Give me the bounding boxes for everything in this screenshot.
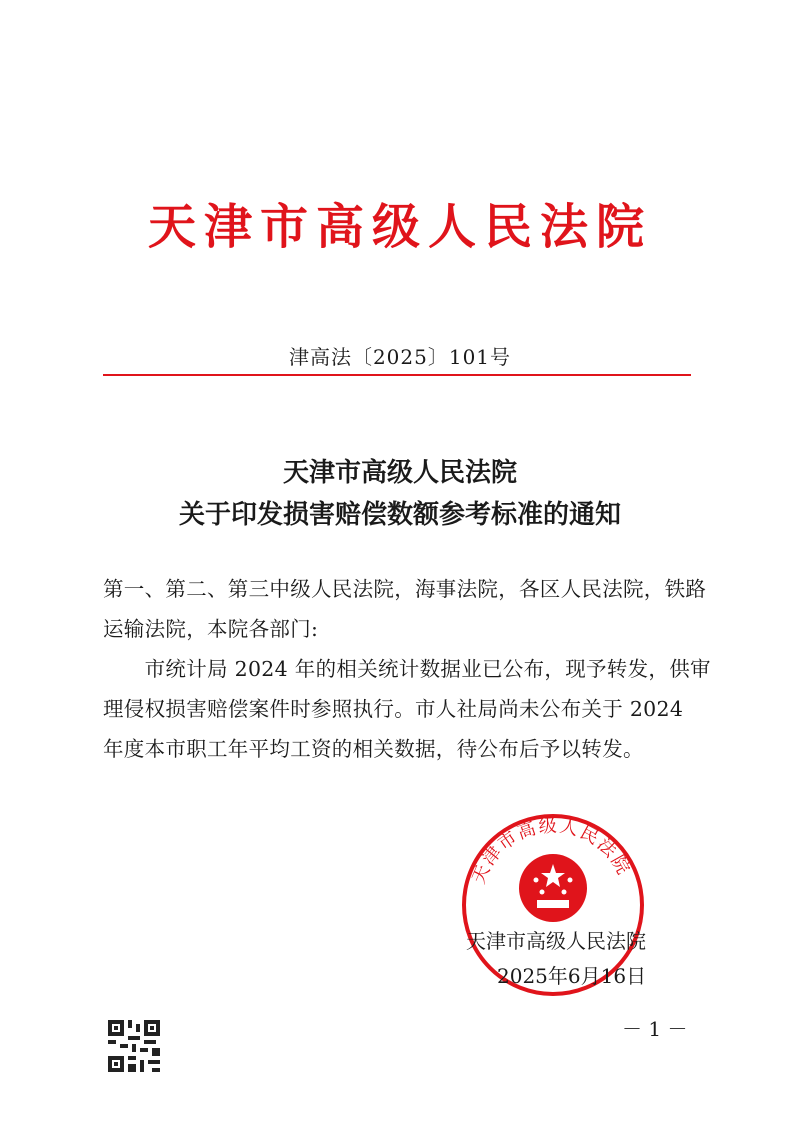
body-line: 市统计局 2024 年的相关统计数据业已公布，现予转发，供审 bbox=[103, 657, 711, 681]
seal-lettering: 天津市高级人民法院 bbox=[468, 815, 635, 887]
document-title-line2: 关于印发损害赔偿数额参考标准的通知 bbox=[178, 500, 621, 530]
body-line: 运输法院，本院各部门: bbox=[103, 617, 319, 641]
body-line: 年度本市职工年平均工资的相关数据，待公布后予以转发。 bbox=[103, 737, 644, 761]
body-line: 理侵权损害赔偿案件时参照执行。市人社局尚未公布关于 2024 bbox=[103, 697, 684, 721]
body-line: 第一、第二、第三中级人民法院，海事法院，各区人民法院，铁路 bbox=[103, 577, 707, 601]
document-title-line1: 天津市高级人民法院 bbox=[282, 458, 517, 488]
qr-code-icon bbox=[108, 1020, 160, 1072]
document-header-organization: 天津市高级人民法院 bbox=[147, 199, 652, 255]
page-number: － 1 － bbox=[622, 1017, 688, 1041]
national-emblem-icon bbox=[519, 854, 587, 922]
header-divider bbox=[103, 374, 691, 376]
issue-date: 2025年6月16日 bbox=[497, 964, 647, 988]
document-number: 津高法〔2025〕101号 bbox=[288, 345, 512, 369]
issuer-signature: 天津市高级人民法院 bbox=[466, 929, 646, 953]
